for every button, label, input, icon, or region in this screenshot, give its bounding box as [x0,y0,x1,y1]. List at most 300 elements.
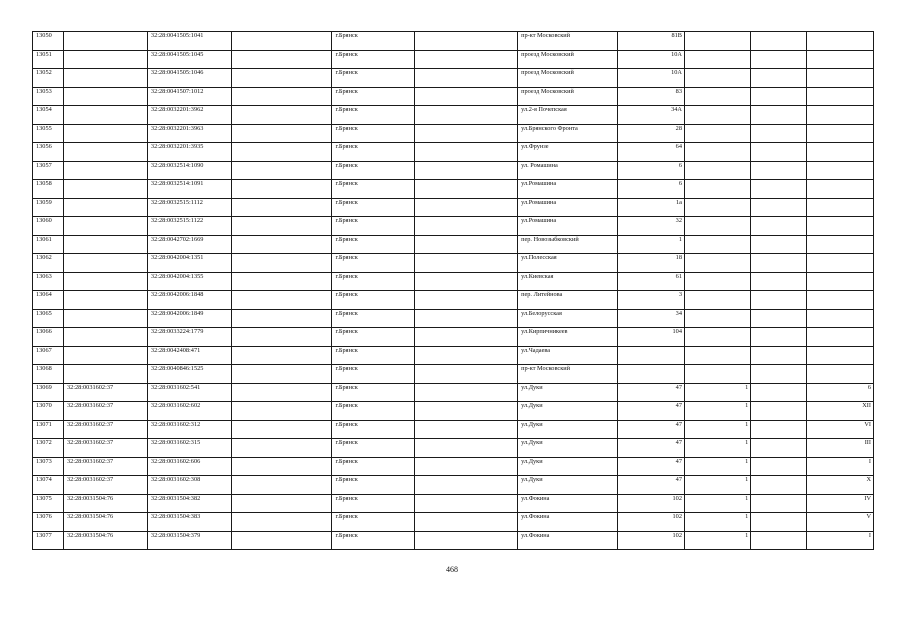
table-row [33,513,874,532]
empty-cell [751,143,806,162]
street-cell: ул.Белорусская [518,309,617,328]
count-cell [684,309,750,328]
empty-cell [751,402,806,421]
empty-cell [231,457,332,476]
parent-cadastral-number-cell [63,87,147,106]
row-number-cell: 13051 [33,50,64,69]
table-row [33,365,874,384]
empty-cell [415,124,518,143]
cadastral-number-cell: 32:28:0031602:606 [147,457,231,476]
empty-cell [231,180,332,199]
row-number-cell: 13061 [33,235,64,254]
table-row [33,217,874,236]
empty-cell [751,32,806,51]
count-cell [684,124,750,143]
city-cell: г.Брянск [332,346,415,365]
parent-cadastral-number-cell [63,161,147,180]
house-number-cell: 1а [617,198,684,217]
street-cell: ул.Дуки [518,476,617,495]
empty-cell [231,50,332,69]
empty-cell [751,439,806,458]
street-cell: ул.Брянского Фронта [518,124,617,143]
table-row [33,87,874,106]
cadastral-number-cell: 32:28:0033224:1779 [147,328,231,347]
row-number-cell: 13066 [33,328,64,347]
house-number-cell: 10А [617,50,684,69]
street-cell: проезд Московский [518,50,617,69]
city-cell: г.Брянск [332,309,415,328]
empty-cell [751,383,806,402]
house-number-cell: 104 [617,328,684,347]
street-cell: ул.Фрунзе [518,143,617,162]
city-cell: г.Брянск [332,161,415,180]
parent-cadastral-number-cell [63,346,147,365]
count-cell [684,69,750,88]
city-cell: г.Брянск [332,365,415,384]
premises-number-cell [806,291,873,310]
row-number-cell: 13070 [33,402,64,421]
premises-number-cell [806,365,873,384]
empty-cell [415,346,518,365]
parent-cadastral-number-cell: 32:28:0031504:76 [63,494,147,513]
empty-cell [751,346,806,365]
house-number-cell: 102 [617,513,684,532]
count-cell [684,87,750,106]
house-number-cell: 64 [617,143,684,162]
empty-cell [751,217,806,236]
count-cell [684,217,750,236]
empty-cell [231,494,332,513]
empty-cell [231,124,332,143]
premises-number-cell [806,161,873,180]
table-row [33,161,874,180]
parent-cadastral-number-cell [63,309,147,328]
empty-cell [415,365,518,384]
parent-cadastral-number-cell: 32:28:0031504:76 [63,513,147,532]
cadastral-number-cell: 32:28:0032514:1091 [147,180,231,199]
house-number-cell: 61 [617,272,684,291]
table-row [33,50,874,69]
count-cell [684,365,750,384]
premises-number-cell: XII [806,402,873,421]
count-cell: 1 [684,513,750,532]
count-cell [684,198,750,217]
table-row [33,420,874,439]
house-number-cell: 47 [617,457,684,476]
count-cell [684,328,750,347]
table-row [33,457,874,476]
table-row [33,143,874,162]
street-cell: ул.Фокина [518,513,617,532]
empty-cell [415,272,518,291]
count-cell: 1 [684,439,750,458]
cadastral-number-cell: 32:28:0041505:1041 [147,32,231,51]
city-cell: г.Брянск [332,106,415,125]
empty-cell [751,87,806,106]
house-number-cell: 6 [617,180,684,199]
empty-cell [751,513,806,532]
empty-cell [231,346,332,365]
house-number-cell: 1 [617,235,684,254]
premises-number-cell: V [806,513,873,532]
city-cell: г.Брянск [332,457,415,476]
empty-cell [751,235,806,254]
premises-number-cell [806,180,873,199]
premises-number-cell: IV [806,494,873,513]
house-number-cell: 18 [617,254,684,273]
row-number-cell: 13054 [33,106,64,125]
empty-cell [415,87,518,106]
empty-cell [751,476,806,495]
row-number-cell: 13072 [33,439,64,458]
cadastral-number-cell: 32:28:0032201:3963 [147,124,231,143]
empty-cell [231,161,332,180]
cadastral-number-cell: 32:28:0031602:541 [147,383,231,402]
cadastral-number-cell: 32:28:0032514:1090 [147,161,231,180]
table-body [33,32,874,550]
empty-cell [231,87,332,106]
row-number-cell: 13077 [33,531,64,550]
empty-cell [415,254,518,273]
premises-number-cell [806,50,873,69]
empty-cell [231,235,332,254]
count-cell: 1 [684,531,750,550]
register-table [32,31,874,550]
empty-cell [751,328,806,347]
cadastral-number-cell: 32:28:0032515:1112 [147,198,231,217]
empty-cell [231,291,332,310]
empty-cell [231,254,332,273]
parent-cadastral-number-cell [63,180,147,199]
parent-cadastral-number-cell [63,365,147,384]
row-number-cell: 13065 [33,309,64,328]
table-row [33,494,874,513]
house-number-cell: 47 [617,420,684,439]
empty-cell [231,420,332,439]
city-cell: г.Брянск [332,69,415,88]
row-number-cell: 13052 [33,69,64,88]
street-cell: ул.Дуки [518,383,617,402]
count-cell: 1 [684,420,750,439]
row-number-cell: 13068 [33,365,64,384]
empty-cell [751,531,806,550]
table-row [33,439,874,458]
empty-cell [415,180,518,199]
premises-number-cell [806,328,873,347]
empty-cell [231,198,332,217]
table-row [33,531,874,550]
house-number-cell: 10А [617,69,684,88]
empty-cell [751,254,806,273]
premises-number-cell [806,309,873,328]
premises-number-cell: 6 [806,383,873,402]
street-cell: ул.Ромашина [518,217,617,236]
empty-cell [231,309,332,328]
house-number-cell: 47 [617,402,684,421]
parent-cadastral-number-cell [63,69,147,88]
house-number-cell: 102 [617,494,684,513]
empty-cell [751,457,806,476]
cadastral-number-cell: 32:28:0040846:1525 [147,365,231,384]
house-number-cell: 81В [617,32,684,51]
empty-cell [415,309,518,328]
empty-cell [415,383,518,402]
empty-cell [751,161,806,180]
empty-cell [231,106,332,125]
premises-number-cell [806,217,873,236]
table-row [33,383,874,402]
cadastral-number-cell: 32:28:0042408:471 [147,346,231,365]
empty-cell [751,198,806,217]
cadastral-number-cell: 32:28:0031602:312 [147,420,231,439]
city-cell: г.Брянск [332,494,415,513]
row-number-cell: 13050 [33,32,64,51]
cadastral-number-cell: 32:28:0031504:379 [147,531,231,550]
count-cell [684,50,750,69]
empty-cell [231,328,332,347]
premises-number-cell [806,143,873,162]
parent-cadastral-number-cell [63,235,147,254]
street-cell: пер. Литейнова [518,291,617,310]
city-cell: г.Брянск [332,198,415,217]
cadastral-number-cell: 32:28:0031504:382 [147,494,231,513]
row-number-cell: 13073 [33,457,64,476]
empty-cell [751,106,806,125]
house-number-cell: 102 [617,531,684,550]
city-cell: г.Брянск [332,50,415,69]
premises-number-cell [806,87,873,106]
cadastral-number-cell: 32:28:0042006:1848 [147,291,231,310]
parent-cadastral-number-cell [63,198,147,217]
empty-cell [415,69,518,88]
house-number-cell: 47 [617,476,684,495]
city-cell: г.Брянск [332,531,415,550]
street-cell: пр-кт Московский [518,365,617,384]
empty-cell [751,50,806,69]
street-cell: ул.Кирпичникеев [518,328,617,347]
premises-number-cell [806,69,873,88]
empty-cell [415,328,518,347]
parent-cadastral-number-cell [63,272,147,291]
house-number-cell: 34А [617,106,684,125]
parent-cadastral-number-cell [63,254,147,273]
empty-cell [231,32,332,51]
city-cell: г.Брянск [332,291,415,310]
premises-number-cell [806,235,873,254]
empty-cell [231,513,332,532]
table-row [33,124,874,143]
street-cell: ул.Ромашина [518,180,617,199]
city-cell: г.Брянск [332,402,415,421]
empty-cell [415,494,518,513]
empty-cell [751,180,806,199]
row-number-cell: 13069 [33,383,64,402]
table-row [33,402,874,421]
city-cell: г.Брянск [332,383,415,402]
empty-cell [231,217,332,236]
row-number-cell: 13063 [33,272,64,291]
house-number-cell: 83 [617,87,684,106]
street-cell: ул.Дуки [518,420,617,439]
empty-cell [751,365,806,384]
empty-cell [751,309,806,328]
cadastral-number-cell: 32:28:0032201:3962 [147,106,231,125]
street-cell: ул.Ромашина [518,198,617,217]
count-cell: 1 [684,457,750,476]
premises-number-cell [806,272,873,291]
cadastral-number-cell: 32:28:0041507:1012 [147,87,231,106]
house-number-cell: 28 [617,124,684,143]
premises-number-cell: VI [806,420,873,439]
cadastral-number-cell: 32:28:0042006:1849 [147,309,231,328]
count-cell: 1 [684,383,750,402]
premises-number-cell [806,346,873,365]
table-row [33,180,874,199]
empty-cell [231,402,332,421]
city-cell: г.Брянск [332,272,415,291]
empty-cell [751,272,806,291]
empty-cell [415,161,518,180]
empty-cell [415,402,518,421]
cadastral-number-cell: 32:28:0041505:1045 [147,50,231,69]
city-cell: г.Брянск [332,439,415,458]
row-number-cell: 13053 [33,87,64,106]
parent-cadastral-number-cell [63,291,147,310]
row-number-cell: 13062 [33,254,64,273]
row-number-cell: 13074 [33,476,64,495]
street-cell: ул.Фокина [518,494,617,513]
row-number-cell: 13058 [33,180,64,199]
empty-cell [415,513,518,532]
parent-cadastral-number-cell [63,106,147,125]
cadastral-number-cell: 32:28:0041505:1046 [147,69,231,88]
city-cell: г.Брянск [332,513,415,532]
house-number-cell: 47 [617,383,684,402]
row-number-cell: 13059 [33,198,64,217]
street-cell: пер. Новозыбковский [518,235,617,254]
street-cell: пр-кт Московский [518,32,617,51]
empty-cell [751,291,806,310]
house-number-cell [617,365,684,384]
parent-cadastral-number-cell [63,124,147,143]
empty-cell [415,50,518,69]
count-cell [684,254,750,273]
empty-cell [415,439,518,458]
row-number-cell: 13076 [33,513,64,532]
parent-cadastral-number-cell: 32:28:0031602:37 [63,383,147,402]
table-row [33,272,874,291]
count-cell [684,235,750,254]
premises-number-cell [806,106,873,125]
count-cell [684,291,750,310]
parent-cadastral-number-cell: 32:28:0031504:76 [63,531,147,550]
premises-number-cell [806,32,873,51]
cadastral-number-cell: 32:28:0042702:1669 [147,235,231,254]
premises-number-cell: I [806,457,873,476]
premises-number-cell [806,254,873,273]
street-cell: ул.2-я Почепская [518,106,617,125]
count-cell [684,161,750,180]
empty-cell [415,217,518,236]
empty-cell [231,143,332,162]
house-number-cell: 32 [617,217,684,236]
row-number-cell: 13064 [33,291,64,310]
cadastral-number-cell: 32:28:0031602:315 [147,439,231,458]
count-cell: 1 [684,494,750,513]
street-cell: проезд Московский [518,69,617,88]
count-cell [684,106,750,125]
empty-cell [415,235,518,254]
table-row [33,328,874,347]
count-cell: 1 [684,402,750,421]
empty-cell [231,439,332,458]
street-cell: ул.Дуки [518,402,617,421]
city-cell: г.Брянск [332,180,415,199]
empty-cell [751,124,806,143]
parent-cadastral-number-cell [63,50,147,69]
empty-cell [231,383,332,402]
row-number-cell: 13057 [33,161,64,180]
cadastral-number-cell: 32:28:0042004:1355 [147,272,231,291]
house-number-cell [617,346,684,365]
house-number-cell: 3 [617,291,684,310]
cadastral-number-cell: 32:28:0031504:383 [147,513,231,532]
empty-cell [415,531,518,550]
premises-number-cell [806,124,873,143]
empty-cell [231,476,332,495]
count-cell [684,346,750,365]
count-cell [684,180,750,199]
count-cell [684,143,750,162]
count-cell [684,32,750,51]
row-number-cell: 13075 [33,494,64,513]
table-row [33,476,874,495]
count-cell: 1 [684,476,750,495]
empty-cell [231,365,332,384]
street-cell: ул.Дуки [518,439,617,458]
street-cell: ул. Ромашина [518,161,617,180]
premises-number-cell: III [806,439,873,458]
premises-number-cell: I [806,531,873,550]
empty-cell [751,420,806,439]
cadastral-number-cell: 32:28:0032201:3935 [147,143,231,162]
table-row [33,198,874,217]
parent-cadastral-number-cell: 32:28:0031602:37 [63,402,147,421]
row-number-cell: 13067 [33,346,64,365]
cadastral-number-cell: 32:28:0031602:308 [147,476,231,495]
table-row [33,106,874,125]
empty-cell [415,476,518,495]
parent-cadastral-number-cell: 32:28:0031602:37 [63,439,147,458]
city-cell: г.Брянск [332,420,415,439]
page-number: 468 [446,565,458,574]
empty-cell [751,69,806,88]
empty-cell [231,69,332,88]
parent-cadastral-number-cell: 32:28:0031602:37 [63,420,147,439]
table-row [33,69,874,88]
house-number-cell: 34 [617,309,684,328]
street-cell: ул.Фокина [518,531,617,550]
row-number-cell: 13056 [33,143,64,162]
empty-cell [751,494,806,513]
city-cell: г.Брянск [332,143,415,162]
house-number-cell: 47 [617,439,684,458]
street-cell: проезд Московский [518,87,617,106]
city-cell: г.Брянск [332,32,415,51]
table-row [33,254,874,273]
parent-cadastral-number-cell [63,143,147,162]
parent-cadastral-number-cell [63,217,147,236]
